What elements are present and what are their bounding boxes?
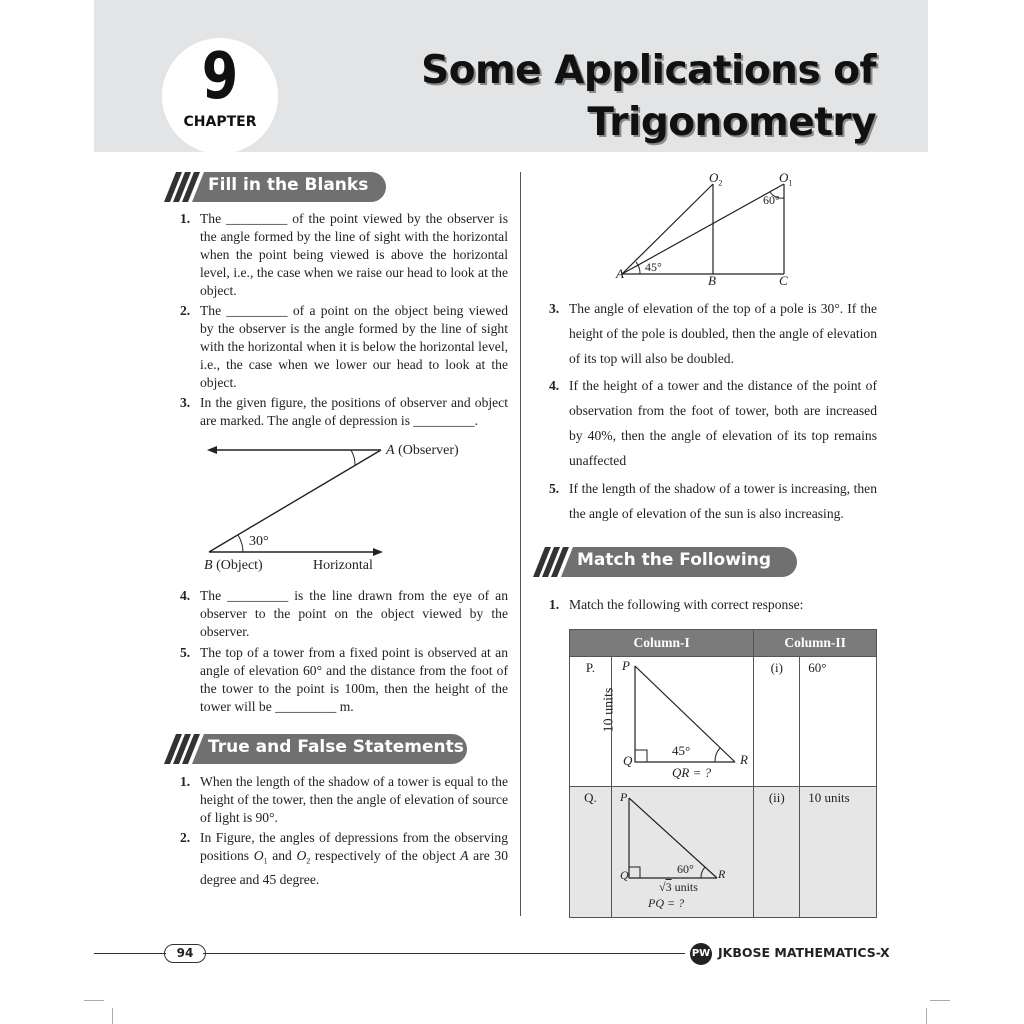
question-number: 4.	[549, 378, 560, 393]
question-text: The _________ is the line drawn from the eye of an observer to the point on the object viewed by the observer.	[200, 588, 508, 639]
footer-rule-right	[203, 953, 685, 954]
response-number: (i)	[754, 657, 800, 787]
response-value: 60°	[800, 657, 877, 787]
question-number: 1.	[180, 774, 191, 789]
footer-rule-left	[94, 953, 166, 954]
crop-mark	[84, 1000, 104, 1001]
section-heading-match	[533, 547, 797, 577]
point-b-label: B	[708, 273, 716, 288]
object-label: B (Object)	[204, 558, 263, 573]
question-text: The angle of elevation of the top of a pole is 30°. If the height of the pole is doubled, then the angle of elevation of its top will also be doubled.	[569, 301, 877, 366]
chapter-badge	[162, 38, 278, 154]
true-false-question-5	[549, 476, 877, 526]
crop-mark	[112, 1008, 113, 1024]
question-number: 4.	[180, 588, 191, 603]
question-number: 2.	[180, 830, 191, 845]
row-label: P.	[570, 657, 612, 787]
unknown-side-label: PQ = ?	[648, 896, 685, 910]
publisher-logo-icon: PW	[690, 943, 712, 965]
book-title: JKBOSE MATHEMATICS-X	[718, 945, 890, 960]
horizontal-label: Horizontal	[313, 558, 373, 573]
chapter-title-line-2: Trigonometry	[587, 100, 876, 145]
question-number: 3.	[549, 301, 560, 316]
section-title: Fill in the Blanks	[208, 175, 369, 195]
point-c-label: C	[779, 273, 788, 288]
question-number: 1.	[180, 211, 191, 226]
side-length-label: 10 units	[601, 687, 617, 733]
vertex-r-label: R	[740, 752, 748, 767]
crop-mark	[930, 1000, 950, 1001]
section-heading-fill-blanks	[164, 172, 386, 202]
fill-blank-question-1	[180, 210, 508, 300]
true-false-question-4	[549, 373, 877, 473]
angle-60-label: 60°	[763, 193, 780, 207]
angle-label: 45°	[672, 743, 691, 758]
question-number: 5.	[549, 481, 560, 496]
fill-blank-question-5	[180, 644, 508, 716]
true-false-question-3	[549, 296, 877, 371]
column-1-header: Column-I	[570, 630, 754, 657]
fill-blank-question-3	[180, 394, 508, 430]
question-text: When the length of the shadow of a tower is equal to the height of the tower, then the angle of elevation of source of light is 90°.	[200, 774, 508, 825]
chapter-number: 9	[201, 40, 239, 114]
o2-label: $O_2$	[709, 170, 723, 188]
observer-label: A (Observer)	[386, 443, 459, 458]
vertex-p-label: P	[620, 790, 628, 804]
chapter-title-line-1: Some Applications of	[421, 48, 876, 93]
question-text: If the height of a tower and the distance of the point of observation from the foot of tower, both are increased by 40%, then the angle of elevation of its top remains unaffected	[569, 378, 877, 468]
question-number: 3.	[180, 395, 191, 410]
question-text: The _________ of the point viewed by the observer is the angle formed by the line of sight with the horizontal when the point being viewed is above the horizontal level, i.e., the case when we raise our head to look at the object.	[200, 211, 508, 298]
page-number: 94	[164, 944, 206, 963]
question-text: In Figure, the angles of depressions from the observing positions $O_1$ and $O_2$ respectively of the object A are 30 degree and 45 degree.	[200, 830, 508, 887]
section-title: Match the Following	[577, 550, 772, 570]
question-text: The top of a tower from a fixed point is observed at an angle of elevation 60° and the distance from the foot of the tower to the point is 100m, then the height of the tower will be _________ m.	[200, 645, 508, 714]
question-number: 2.	[180, 303, 191, 318]
depression-angle-figure	[195, 436, 395, 566]
table-header-row	[570, 630, 877, 657]
point-a-label: A	[616, 266, 624, 281]
fill-blank-question-2	[180, 302, 508, 392]
side-length-label: √3 units	[659, 880, 698, 894]
column-2-header: Column-II	[754, 630, 877, 657]
vertex-q-label: Q	[620, 868, 629, 882]
triangle-q-figure	[615, 790, 735, 890]
true-false-question-2	[180, 829, 508, 889]
true-false-question-1	[180, 773, 508, 827]
match-question-1	[549, 596, 877, 614]
vertex-r-label: R	[718, 867, 726, 881]
row-label: Q.	[570, 787, 612, 918]
question-number: 1.	[549, 597, 560, 612]
section-heading-true-false	[164, 734, 467, 764]
crop-mark	[926, 1008, 927, 1024]
vertex-q-label: Q	[623, 753, 633, 768]
vertex-p-label: P	[622, 658, 630, 673]
angle-30-label: 30°	[249, 534, 269, 549]
fill-blank-question-4	[180, 587, 508, 641]
question-text: The _________ of a point on the object being viewed by the observer is the angle formed by the line of sight with the horizontal when it is below the horizontal level, i.e., the case when we lower our head to look at the object.	[200, 303, 508, 390]
question-number: 5.	[180, 645, 191, 660]
response-number: (ii)	[754, 787, 800, 918]
unknown-side-label: QR = ?	[672, 765, 712, 780]
angle-45-label: 45°	[645, 260, 662, 274]
chapter-label: CHAPTER	[183, 114, 257, 130]
section-title: True and False Statements	[208, 737, 464, 757]
question-text: Match the following with correct response:	[569, 597, 804, 612]
o1-label: $O_1$	[779, 170, 793, 188]
column-divider	[520, 172, 521, 916]
question-text: In the given figure, the positions of observer and object are marked. The angle of depression is _________.	[200, 395, 508, 428]
question-text: If the length of the shadow of a tower is increasing, then the angle of elevation of the sun is also increasing.	[569, 481, 877, 521]
response-value: 10 units	[800, 787, 877, 918]
angle-label: 60°	[677, 862, 694, 876]
